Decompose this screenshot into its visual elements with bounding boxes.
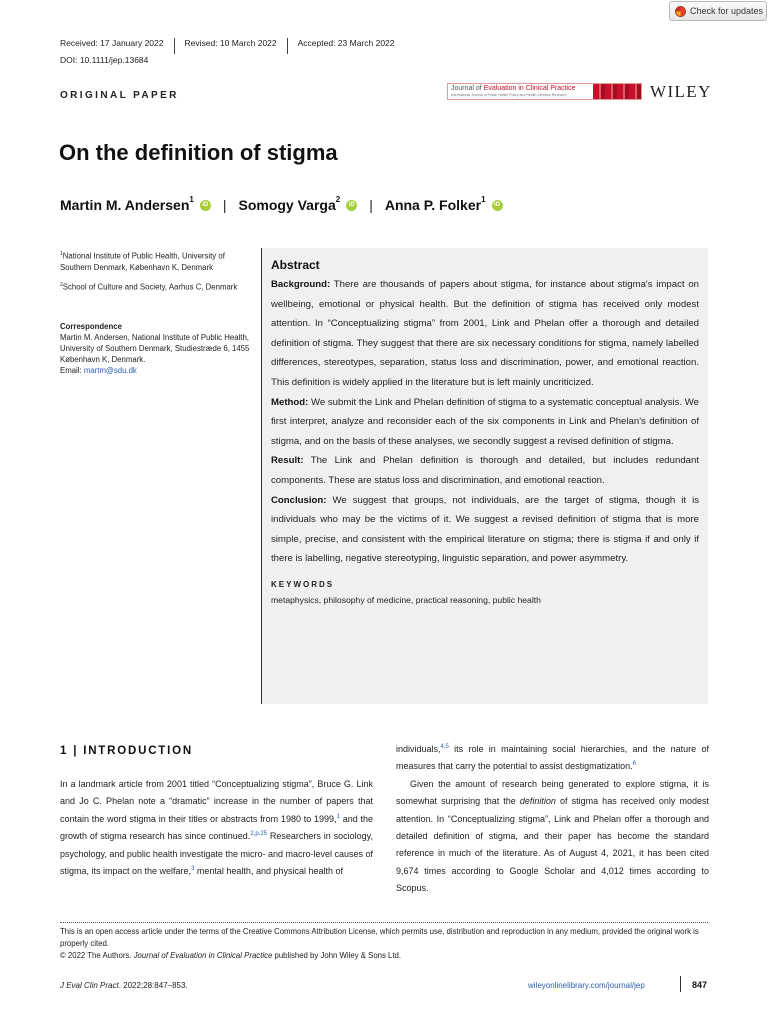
orcid-icon[interactable]: iD bbox=[200, 200, 211, 211]
email-link[interactable]: martm@sdu.dk bbox=[83, 366, 137, 375]
keywords-heading: KEYWORDS bbox=[271, 579, 335, 589]
article-type-label: ORIGINAL PAPER bbox=[60, 90, 179, 101]
citation-link[interactable]: 3 bbox=[191, 866, 195, 873]
orcid-icon[interactable]: iD bbox=[492, 200, 503, 211]
orcid-icon[interactable]: iD bbox=[346, 200, 357, 211]
abstract-method: Method: We submit the Link and Phelan definition of stigma to a systematic conceptual analysis. We first interpret, analyze and reconsider each of the six components in Link and Phelan's definition of stigma, and on the basis of these analyses, we secondly suggest a revised definition of stigma. bbox=[271, 396, 699, 447]
citation-link[interactable]: 1 bbox=[336, 813, 340, 820]
citation-link[interactable]: 6 bbox=[632, 761, 636, 768]
citation-link[interactable]: 2,p.25 bbox=[250, 831, 267, 838]
author-name[interactable]: Anna P. Folker$^1$ bbox=[384, 195, 486, 213]
publisher-logo[interactable]: WILEY bbox=[650, 82, 712, 101]
intro-left-column bbox=[60, 776, 373, 880]
journal-logo[interactable] bbox=[447, 83, 642, 100]
footer-divider bbox=[680, 976, 681, 992]
check-for-updates-label: Check for updates bbox=[690, 6, 764, 16]
correspondence-heading: Correspondence bbox=[60, 322, 122, 331]
accepted-date: Accepted: 23 March 2022 bbox=[297, 38, 395, 48]
affiliation-1: $^1$National Institute of Public Health, University of Southern Denmark, København K, Denmark bbox=[60, 251, 225, 272]
received-date: Received: 17 January 2022 bbox=[60, 38, 175, 54]
intro-paragraph-1: In a landmark article from 2001 titled “Conceptualizing stigma”, Bruce G. Link and Jo C. Phelan note a “dramatic” increase in the number of papers that contain the word stigma in their titles or abstracts from 1980 to 1999,$^1$ and the growth of stigma research has since continued.$^{2,p.25}$ Researchers in sociology, psychology, and public health investigate the micro- and macro-level causes of stigma, its impact on the welfare,$^3$ mental health, and physical health of bbox=[60, 779, 374, 877]
citation-footer: J Eval Clin Pract. 2022;28:847–853. bbox=[60, 981, 188, 990]
doi[interactable]: DOI: 10.1111/jep.13684 bbox=[60, 55, 149, 65]
author-name[interactable]: Somogy Varga$^2$ bbox=[238, 195, 341, 213]
abstract-result: Result: The Link and Phelan definition is thorough and detailed, but includes redundant components. These are status loss and discrimination, and emotional reaction. bbox=[271, 455, 699, 486]
intro-paragraph-continued: individuals,$^{4,5}$ its role in maintaining social hierarchies, and the nature of measures that carry the potential to assist destigmatization.$^6$ bbox=[396, 744, 709, 772]
journal-subtitle: International Journal of Public Health Policy and Health Services Research bbox=[451, 93, 567, 97]
section-heading-introduction: 1 | INTRODUCTION bbox=[60, 745, 193, 757]
revised-date: Revised: 10 March 2022 bbox=[175, 38, 288, 54]
journal-prefix: Journal of bbox=[451, 85, 484, 92]
author-separator: | bbox=[369, 197, 373, 213]
journal-logo-graphic bbox=[593, 84, 641, 99]
abstract-conclusion: Conclusion: We suggest that groups, not individuals, are the target of stigma, though it is individuals who may be the victims of it. We suggest a revised definition of stigma that is more simple, precise, and consistent with the empirical literature on stigma; there is stigma if and only if there is labelling, negative stereotyping, linguistic separation, and power asymmetry. bbox=[271, 494, 699, 565]
affiliation-2: $^2$School of Culture and Society, Aarhus C, Denmark bbox=[60, 282, 238, 292]
citation-link[interactable]: 4,5 bbox=[440, 744, 449, 750]
license-text: This is an open access article under the terms of the Creative Commons Attribution License, which permits use, distribution and reproduction in any medium, provided the original work is properly cited. bbox=[60, 927, 699, 948]
author-name[interactable]: Martin M. Andersen$^1$ bbox=[60, 195, 194, 213]
crossmark-icon bbox=[675, 6, 686, 17]
check-for-updates-button[interactable] bbox=[669, 1, 767, 21]
dates-row bbox=[60, 38, 405, 54]
correspondence-address: Martin M. Andersen, National Institute of Public Health, University of Southern Denmark, Studiestræde 6, 1455 København K, Denmark. bbox=[60, 333, 250, 364]
abstract-heading: Abstract bbox=[271, 258, 320, 272]
journal-url-link[interactable]: wileyonlinelibrary.com/journal/jep bbox=[528, 981, 645, 990]
correspondence-email: Email: martm@sdu.dk bbox=[60, 366, 137, 375]
abstract-box bbox=[261, 248, 708, 704]
footnote-divider bbox=[60, 922, 708, 923]
intro-right-column bbox=[396, 741, 709, 898]
author-separator: | bbox=[222, 197, 227, 213]
article-title: On the definition of stigma bbox=[59, 140, 338, 165]
correspondence-block bbox=[60, 321, 250, 376]
page-number: 847 bbox=[692, 980, 708, 990]
abstract-background: Background: There are thousands of papers about stigma, for instance about stigma's impact on wellbeing, emotional or physical health. But the definition of stigma has received only modest attention. In “Conceptualizing stigma” from 2001, Link and Phelan offer a thorough and detailed definition of stigma. They suggest that there are six necessary conditions for stigma, namely labelled differences, stereotypes, separation, status loss and discrimination, power, and emotional reaction. This definition is widely applied in the literature but is left mainly uncriticized. bbox=[271, 279, 699, 388]
journal-name: Evaluation in Clinical Practice bbox=[483, 85, 576, 92]
copyright-text: © 2022 The Authors. Journal of Evaluation in Clinical Practice published by John Wiley & Sons Ltd. bbox=[60, 951, 402, 960]
intro-paragraph-2: Given the amount of research being generated to explore stigma, it is somewhat surprising that the definition of stigma has received only modest attention. In “Conceptualizing stigma”, Link and Phelan offer a thorough and detailed definition of stigma, and their paper has become the standard reference in much of the literature. As of August 4, 2021, it has been cited 9,674 times according to Google Scholar and 4,012 times according to Scopus. bbox=[396, 778, 709, 894]
author-list bbox=[60, 197, 503, 213]
keywords-list: metaphysics, philosophy of medicine, practical reasoning, public health bbox=[271, 594, 541, 605]
license-note bbox=[60, 926, 708, 962]
